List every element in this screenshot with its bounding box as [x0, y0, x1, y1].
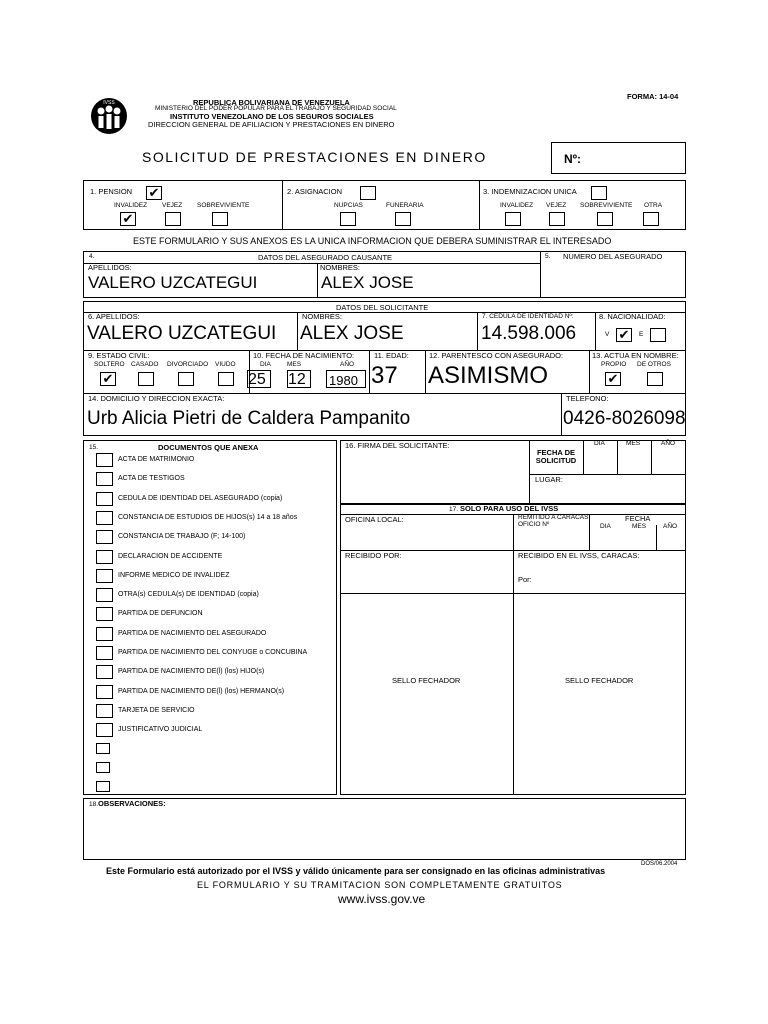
documento-checkbox[interactable]	[96, 588, 113, 602]
actua-label: 13. ACTUA EN NOMBRE:	[592, 351, 679, 360]
num5-label: 5.	[545, 253, 551, 260]
nacionalidad-e-checkbox[interactable]	[650, 328, 666, 342]
propio-checkbox[interactable]: ✔	[605, 372, 621, 386]
documento-label: PARTIDA DE NACIMIENTO DEL CONYUGE o CONCUBINA	[118, 649, 308, 656]
firma-dia-label: DIA	[594, 440, 605, 447]
documento-label: ACTA DE TESTIGOS	[118, 475, 185, 482]
observaciones-section[interactable]	[83, 798, 686, 860]
documento-checkbox[interactable]	[96, 704, 113, 718]
republica-title: REPUBLICA BOLIVARIANA DE VENEZUELA	[193, 98, 350, 107]
asegurado-section-title: DATOS DEL ASEGURADO CAUSANTE	[258, 253, 393, 262]
propio-label: PROPIO	[601, 361, 627, 368]
ivss-mes-label: MES	[632, 523, 647, 530]
estado-civil-label: 9. ESTADO CIVIL:	[88, 351, 150, 360]
documento-label: CEDULA DE IDENTIDAD DEL ASEGURADO (copia)	[118, 495, 283, 502]
documento-checkbox[interactable]	[96, 781, 110, 792]
asegurado-apellidos-label: APELLIDOS:	[88, 263, 132, 272]
oficina-local-label: OFICINA LOCAL:	[345, 515, 404, 524]
num4-label: 4.	[89, 253, 95, 260]
asegurado-apellidos-value[interactable]: VALERO UZCATEGUI	[88, 273, 258, 292]
observaciones-label: OBSERVACIONES:	[98, 799, 166, 808]
soltero-checkbox[interactable]: ✔	[100, 372, 116, 386]
logo-text: IVSS	[103, 100, 115, 106]
documento-checkbox[interactable]	[96, 472, 113, 486]
invalidez-checkbox[interactable]: ✔	[120, 212, 136, 226]
nupcias-label: NUPCIAS	[334, 202, 363, 209]
dia-label: DIA	[260, 361, 271, 368]
vejez-checkbox[interactable]	[165, 212, 181, 226]
asignacion-checkbox[interactable]	[360, 186, 376, 200]
ivss-logo	[88, 96, 130, 136]
documento-label: PARTIDA DE DEFUNCION	[118, 610, 203, 617]
ivss-dia-label: DIA	[600, 523, 611, 530]
divorciado-label: DIVORCIADO	[167, 361, 209, 368]
e-label: E	[639, 331, 644, 338]
solicitante-nombres-label: NOMBRES:	[302, 312, 343, 321]
indemnizacion-checkbox[interactable]	[591, 186, 607, 200]
vejez2-label: VEJEZ	[546, 202, 567, 209]
ivss-section	[340, 504, 686, 795]
sello-fechador-2: SELLO FECHADOR	[565, 676, 634, 685]
documento-label: TARJETA DE SERVICIO	[118, 707, 195, 714]
ivss-title: SOLO PARA USO DEL IVSS	[460, 504, 559, 513]
documento-checkbox[interactable]	[96, 511, 113, 525]
documento-checkbox[interactable]	[96, 530, 113, 544]
documento-checkbox[interactable]	[96, 665, 113, 679]
ivss-fecha-label: FECHA	[625, 514, 651, 523]
documento-label: PARTIDA DE NACIMIENTO DE(l) (los) HIJO(s)	[118, 668, 265, 675]
documento-label: JUSTIFICATIVO JUDICIAL	[118, 726, 203, 733]
anio-label: AÑO	[340, 361, 355, 368]
parentesco-label: 12. PARENTESCO CON ASEGURADO:	[429, 351, 564, 360]
ivss-num: 17.	[449, 506, 459, 513]
footer-code: DOS/06.2004	[641, 861, 678, 867]
oficio-label: OFICIO Nº	[518, 521, 550, 528]
cedula-label: 7. CEDULA DE IDENTIDAD Nº:	[482, 313, 574, 320]
asegurado-nombres-label: NOMBRES:	[320, 263, 361, 272]
mes-label: MES	[287, 361, 302, 368]
documento-checkbox[interactable]	[96, 723, 113, 737]
sello-fechador-1: SELLO FECHADOR	[392, 676, 461, 685]
documento-checkbox[interactable]	[96, 453, 113, 467]
viudo-label: VIUDO	[215, 361, 236, 368]
documento-label: OTRA(s) CEDULA(s) DE IDENTIDAD (copia)	[118, 591, 259, 598]
nacionalidad-v-checkbox[interactable]: ✔	[616, 328, 632, 342]
invalidez2-checkbox[interactable]	[505, 212, 521, 226]
funeraria-checkbox[interactable]	[395, 212, 411, 226]
fecha-solicitud-label: FECHA DE SOLICITUD	[535, 448, 577, 466]
de-otros-label: DE OTROS	[637, 361, 671, 368]
fecha-nacimiento-label: 10. FECHA DE NACIMIENTO:	[253, 351, 355, 360]
ivss-anio-label: AÑO	[663, 523, 678, 530]
documento-label: CONSTANCIA DE TRABAJO (F; 14-100)	[118, 533, 246, 540]
footer-line2: EL FORMULARIO Y SU TRAMITACION SON COMPLETAMENTE GRATUITOS	[197, 880, 563, 890]
form-code: FORMA: 14-04	[627, 92, 679, 101]
otra-checkbox[interactable]	[643, 212, 659, 226]
firma-mes-label: MES	[626, 440, 641, 447]
documento-checkbox[interactable]	[96, 569, 113, 583]
documento-checkbox[interactable]	[96, 550, 113, 564]
viudo-checkbox[interactable]	[218, 372, 234, 386]
documento-checkbox[interactable]	[96, 743, 110, 754]
firma-label: 16. FIRMA DEL SOLICITANTE:	[345, 441, 450, 450]
vejez-label: VEJEZ	[162, 202, 183, 209]
form-title: SOLICITUD DE PRESTACIONES EN DINERO	[142, 149, 487, 165]
documento-label: CONSTANCIA DE ESTUDIOS DE HIJOS(s) 14 a 18 años	[118, 514, 298, 521]
soltero-label: SOLTERO	[94, 361, 125, 368]
telefono-value[interactable]: 0426-8026098	[563, 408, 686, 429]
documento-checkbox[interactable]	[96, 762, 110, 773]
documento-label: PARTIDA DE NACIMIENTO DEL ASEGURADO	[118, 630, 267, 637]
invalidez2-label: INVALIDEZ	[500, 202, 534, 209]
divorciado-checkbox[interactable]	[178, 372, 194, 386]
documento-checkbox[interactable]	[96, 607, 113, 621]
documento-checkbox[interactable]	[96, 646, 113, 660]
otra-label: OTRA	[644, 202, 663, 209]
mes-value[interactable]: 12	[288, 371, 306, 388]
footer-web[interactable]: www.ivss.gov.ve	[338, 892, 426, 906]
documento-checkbox[interactable]	[96, 627, 113, 641]
de-otros-checkbox[interactable]	[647, 372, 663, 386]
numero-box[interactable]	[551, 142, 686, 174]
instituto-title: INSTITUTO VENEZOLANO DE LOS SEGUROS SOCIALES	[170, 112, 374, 121]
solicitante-section-title: DATOS DEL SOLICITANTE	[336, 303, 429, 312]
recibido-caracas-label: RECIBIDO EN EL IVSS, CARACAS:	[518, 551, 640, 560]
documentos-section	[83, 440, 337, 795]
edad-value[interactable]: 37	[371, 362, 398, 389]
edad-label: 11. EDAD:	[374, 351, 409, 360]
funeraria-label: FUNERARIA	[386, 202, 424, 209]
invalidez-label: INVALIDEZ	[114, 202, 148, 209]
sobreviviente2-checkbox[interactable]	[597, 212, 613, 226]
numero-asegurado-label: NUMERO DEL ASEGURADO	[563, 252, 663, 261]
domicilio-value[interactable]: Urb Alicia Pietri de Caldera Pampanito	[87, 408, 411, 429]
v-label: V	[605, 331, 610, 338]
telefono-label: TELEFONO:	[566, 394, 609, 403]
documento-label: INFORME MEDICO DE INVALIDEZ	[118, 572, 230, 579]
sobreviviente-checkbox[interactable]	[212, 212, 228, 226]
casado-checkbox[interactable]	[138, 372, 154, 386]
documento-label: DECLARACION DE ACCIDENTE	[118, 553, 223, 560]
domicilio-label: 14. DOMICILIO Y DIRECCION EXACTA:	[88, 394, 225, 403]
indemnizacion-label: 3. INDEMNIZACION UNICA	[483, 187, 577, 196]
documento-checkbox[interactable]	[96, 685, 113, 699]
observaciones-num: 18.	[89, 801, 99, 808]
documento-label: PARTIDA DE NACIMIENTO DE(l) (los) HERMANO(s)	[118, 688, 285, 695]
documento-label: ACTA DE MATRIMONIO	[118, 456, 195, 463]
asignacion-label: 2. ASIGNACION	[287, 187, 343, 196]
dia-value[interactable]: 25	[248, 371, 266, 388]
por-label: Por:	[518, 575, 532, 584]
parentesco-value[interactable]: ASIMISMO	[428, 362, 549, 389]
firma-anio-label: AÑO	[661, 440, 676, 447]
lugar-label: LUGAR:	[535, 475, 563, 484]
anio-value[interactable]: 1980	[329, 373, 358, 388]
solicitante-apellidos-label: 6. APELLIDOS:	[88, 312, 140, 321]
cedula-value[interactable]: 14.598.006	[481, 323, 577, 344]
solicitante-apellidos-value[interactable]: VALERO UZCATEGUI	[87, 323, 277, 344]
documentos-num: 15.	[89, 444, 99, 451]
sobreviviente2-label: SOBREVIVIENTE	[580, 202, 633, 209]
nupcias-checkbox[interactable]	[340, 212, 356, 226]
documentos-title: DOCUMENTOS QUE ANEXA	[158, 443, 259, 452]
footer-line1: Este Formulario está autorizado por el IVSS y válido únicamente para ser consignado en las oficinas administrativas	[106, 866, 606, 876]
ministerio-title: MINISTERIO DEL PODER POPULAR PARA EL TRABAJO Y SEGURIDAD SOCIAL	[155, 105, 397, 112]
sobreviviente-label: SOBREVIVIENTE	[197, 202, 250, 209]
notice-text: ESTE FORMULARIO Y SUS ANEXOS ES LA UNICA INFORMACION QUE DEBERA SUMINISTRAR EL INTERESADO	[133, 236, 612, 246]
documento-checkbox[interactable]	[96, 492, 113, 506]
remitido-label: REMITIDO A CARACAS	[518, 514, 589, 521]
numero-label: Nº:	[564, 152, 582, 166]
casado-label: CASADO	[131, 361, 159, 368]
solicitante-nombres-value[interactable]: ALEX JOSE	[300, 323, 404, 344]
vejez2-checkbox[interactable]	[549, 212, 565, 226]
pension-checkbox[interactable]: ✔	[146, 186, 162, 200]
asegurado-nombres-value[interactable]: ALEX JOSE	[321, 273, 414, 292]
pension-label: 1. PENSION	[90, 187, 133, 196]
recibido-por-label: RECIBIDO POR:	[345, 551, 402, 560]
nacionalidad-label: 8. NACIONALIDAD:	[599, 312, 666, 321]
direccion-title: DIRECCION GENERAL DE AFILIACION Y PRESTACIONES EN DINERO	[148, 120, 395, 129]
